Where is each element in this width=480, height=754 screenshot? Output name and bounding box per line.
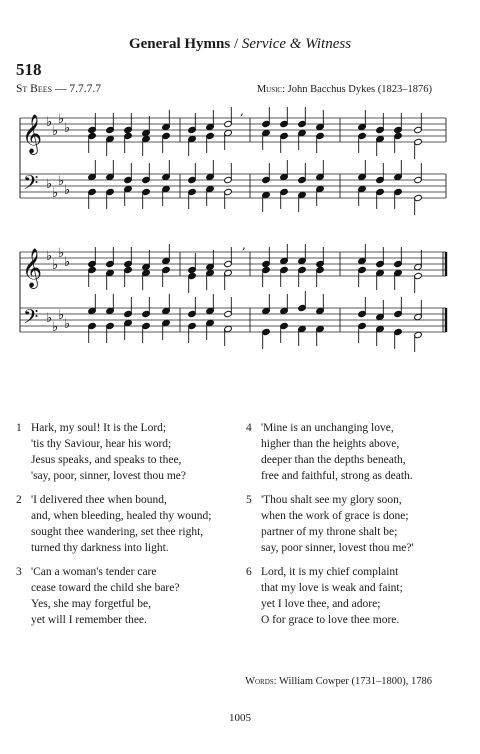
words-credit (245, 676, 432, 687)
music-label: Music: (256, 84, 286, 95)
verse-line: cease toward the child she bare? (31, 582, 180, 594)
flat-icon: ♭ (52, 186, 59, 201)
flat-icon: ♭ (58, 174, 65, 189)
verse (246, 564, 466, 628)
music-composer: John Bacchus Dykes (1823–1876) (285, 84, 432, 95)
verse (246, 420, 466, 484)
flat-icon: ♭ (46, 115, 53, 130)
flat-icon: ♭ (64, 255, 71, 270)
meter: 7.7.7.7 (69, 83, 101, 95)
music-system-2 (14, 238, 454, 368)
verse-line: 'say, poor, sinner, lovest thou me? (31, 470, 186, 482)
verse-number: 5 (246, 494, 252, 506)
flat-icon: ♭ (58, 112, 65, 127)
verse-line: 'Can a woman's tender care (31, 566, 157, 578)
subsection-title: Service & Witness (241, 36, 352, 52)
verses-right-column (246, 420, 466, 636)
meter-separator: — (52, 83, 70, 95)
page-header (0, 36, 480, 53)
verses-left-column (16, 420, 226, 636)
tune-line (16, 83, 101, 95)
verse-line: Yes, she may forgetful be, (31, 598, 151, 610)
flat-icon: ♭ (46, 249, 53, 264)
music-system-1 (14, 104, 454, 234)
flat-icon: ♭ (64, 183, 71, 198)
flat-icon: ♭ (52, 320, 59, 335)
verse-line: higher than the heights above, (261, 438, 400, 450)
breath-mark-icon: , (240, 104, 244, 118)
treble-clef-icon: 𝄞 (22, 114, 43, 154)
verse-line: 'I delivered thee when bound, (31, 494, 167, 506)
verse-line: 'Thou shalt see my glory soon, (261, 494, 402, 506)
treble-clef-icon: 𝄞 (22, 248, 43, 288)
verse (16, 564, 226, 628)
words-author: William Cowper (1731–1800), 1786 (276, 676, 432, 687)
verse (16, 492, 226, 556)
flat-icon: ♭ (58, 308, 65, 323)
verse (246, 492, 466, 556)
score-system-1 (14, 104, 454, 234)
verse-number: 2 (16, 494, 22, 506)
verse-line: O for grace to love thee more. (261, 614, 400, 626)
verse-line: yet I love thee, and adore; (261, 598, 381, 610)
verse-line: yet will I remember thee. (31, 614, 147, 626)
verse-number: 4 (246, 422, 252, 434)
score-system-2 (14, 238, 454, 368)
verse-line: partner of my throne shalt be; (261, 526, 398, 538)
flat-icon: ♭ (64, 317, 71, 332)
verse-line: Lord, it is my chief complaint (261, 566, 399, 578)
music-credit (257, 84, 432, 95)
verse-line: 'Mine is an unchanging love, (261, 422, 394, 434)
flat-icon: ♭ (64, 121, 71, 136)
flat-icon: ♭ (46, 311, 53, 326)
verse-line: say, poor sinner, lovest thou me?' (261, 542, 414, 554)
section-title: General Hymns (128, 36, 231, 52)
verse-number: 1 (16, 422, 22, 434)
bass-clef-icon: 𝄢 (23, 305, 39, 333)
tune-name: St Bees (16, 83, 53, 95)
verse-line: that my love is weak and faint; (261, 582, 403, 594)
verse-line: when the work of grace is done; (261, 510, 409, 522)
breath-mark-icon: , (242, 238, 246, 252)
verse-line: Hark, my soul! It is the Lord; (31, 422, 167, 434)
verse-line: and, when bleeding, healed thy wound; (31, 510, 212, 522)
verse-line: deeper than the depths beneath, (261, 454, 406, 466)
hymn-number: 518 (16, 60, 42, 79)
bass-clef-icon: 𝄢 (23, 171, 39, 199)
flat-icon: ♭ (52, 258, 59, 273)
verse-line: turned thy darkness into light. (31, 542, 169, 554)
page-number: 1005 (229, 712, 251, 724)
verse-line: Jesus speaks, and speaks to thee, (31, 454, 182, 466)
header-separator: / (230, 36, 242, 52)
verse-line: 'tis thy Saviour, hear his word; (31, 438, 172, 450)
flat-icon: ♭ (52, 124, 59, 139)
verse-number: 3 (16, 566, 22, 578)
flat-icon: ♭ (58, 246, 65, 261)
flat-icon: ♭ (46, 177, 53, 192)
verse-number: 6 (246, 566, 252, 578)
verse-line: sought thee wandering, set thee right, (31, 526, 204, 538)
words-label: Words: (245, 676, 277, 687)
verse-line: free and faithful, strong as death. (261, 470, 413, 482)
verse (16, 420, 226, 484)
